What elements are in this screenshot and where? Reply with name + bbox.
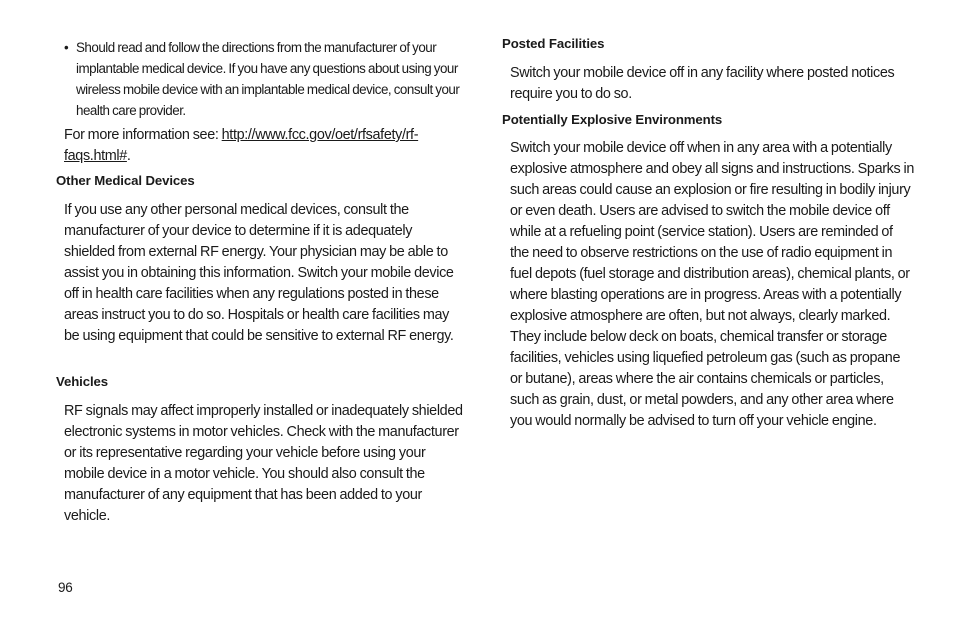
page-number: 96	[58, 580, 73, 595]
section-heading-posted-facilities: Posted Facilities	[502, 36, 605, 51]
bullet-text: Should read and follow the directions from the manufacturer of your implantable medical device. If you have any questions about using your wireless mobile device with an implantable medical device, consult your health care provider.	[76, 40, 460, 118]
more-info-prefix: For more information see:	[64, 127, 222, 143]
more-info-paragraph	[64, 125, 464, 167]
section-heading-other-medical-devices: Other Medical Devices	[56, 173, 195, 188]
more-info-suffix: .	[126, 148, 131, 164]
bullet-marker: •	[64, 40, 69, 55]
section-heading-vehicles: Vehicles	[56, 374, 108, 389]
section-body-posted-facilities: Switch your mobile device off in any facility where posted notices require you to do so.	[510, 65, 895, 102]
section-body-other-medical-devices: If you use any other personal medical devices, consult the manufacturer of your device to determine if it is adequately shielded from external RF energy. Your physician may be able to assist you in obtaining this information. Switch your mobile device off in health care facilities when any regulations posted in these areas instruct you to do so. Hospitals or health care facilities may be using equipment that could be sensitive to external RF energy.	[64, 202, 454, 344]
bullet-item	[64, 37, 476, 121]
section-body-vehicles: RF signals may affect improperly installed or inadequately shielded electronic systems in motor vehicles. Check with the manufacturer or its representative regarding your vehicle before using your mobile device in a motor vehicle. You should also consult the manufacturer of any equipment that has been added to your vehicle.	[64, 403, 463, 524]
section-body-explosive-environments: Switch your mobile device off when in any area with a potentially explosive atmosphere and obey all signs and instructions. Sparks in such areas could cause an explosion or fire resulting in bodily injury or even death. Users are advised to switch the mobile device off while at a refueling point (service station). Users are reminded of the need to observe restrictions on the use of radio equipment in fuel depots (fuel storage and distribution areas), chemical plants, or where blasting operations are in progress. Areas with a potentially explosive atmosphere are often, but not always, clearly marked. They include below deck on boats, chemical transfer or storage facilities, vehicles using liquefied petroleum gas (such as propane or butane), areas where the air contains chemicals or particles, such as grain, dust, or metal powders, and any other area where you would normally be advised to turn off your vehicle engine.	[510, 140, 915, 429]
section-heading-explosive-environments: Potentially Explosive Environments	[502, 112, 723, 127]
fcc-faq-link[interactable]: http://www.fcc.gov/oet/rfsafety/rf-faqs.html#	[64, 127, 419, 164]
